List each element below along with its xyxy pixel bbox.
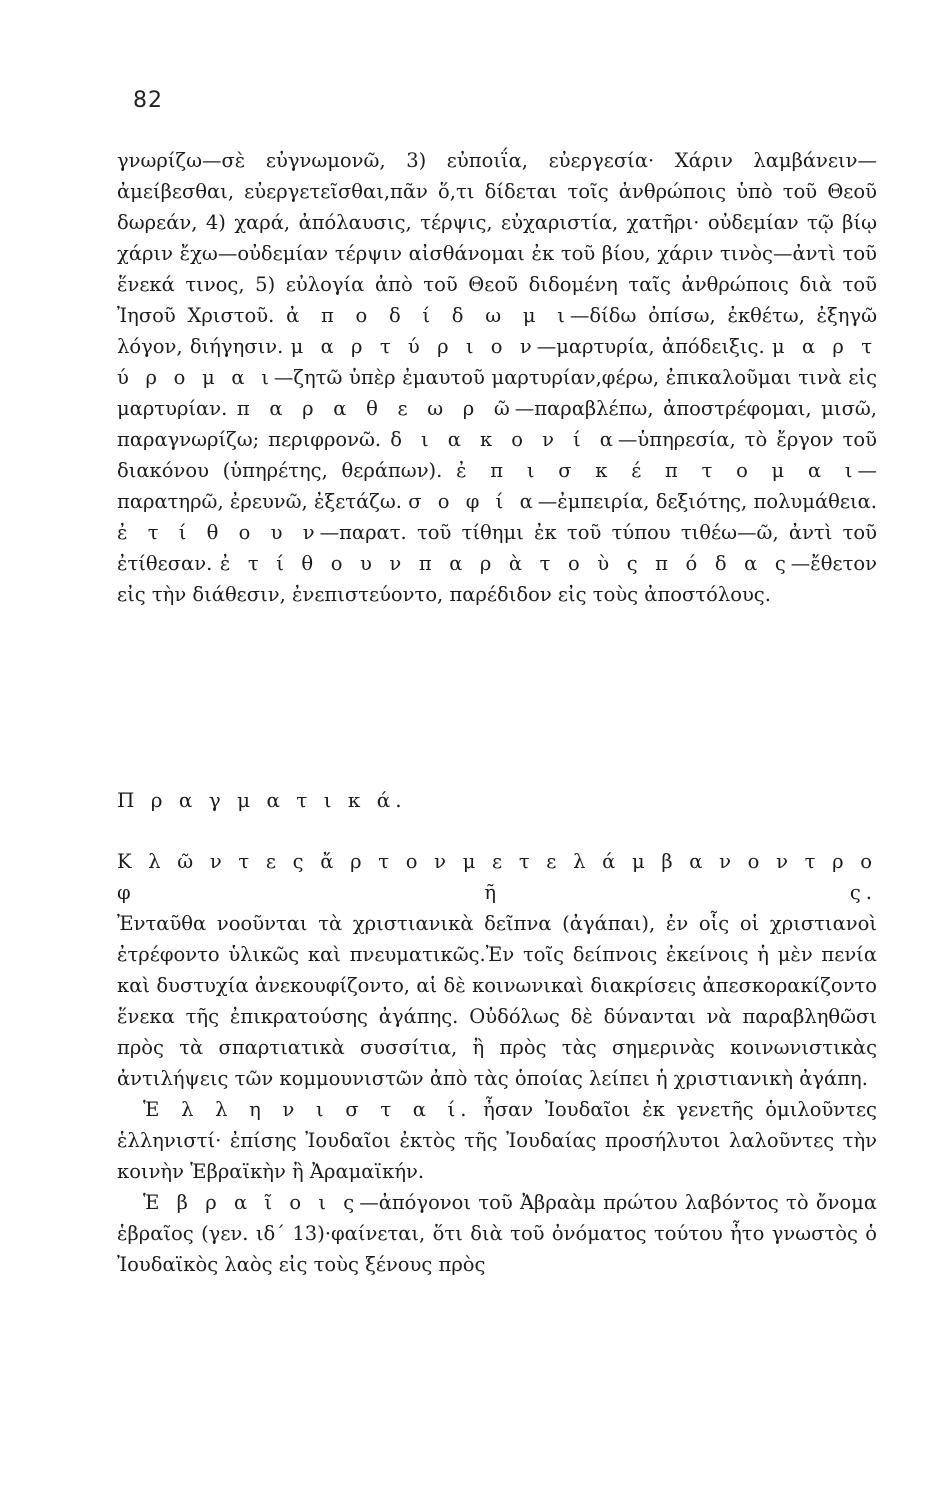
realia-body: —ἀπόγονοι τοῦ Ἀβραὰμ πρώτου λαβόντος τὸ ὄνομα ἑβραῖος (γεν. ιδ΄ 13)·φαίνεται, ὅτι διὰ τοῦ ὀνόματος τούτου ἦτο γνωστὸς ὁ Ἰουδαϊκὸς λαὸς εἰς τοὺς ξένους πρὸς [117, 1191, 878, 1276]
realia-body: ἦσαν Ἰουδαῖοι ἐκ γενετῆς ὁμιλοῦντες ἑλληνιστί· ἐπίσης Ἰουδαῖοι ἐκτὸς τῆς Ἰουδαίας προσήλυτοι λαλοῦντες τὴν κοινὴν Ἑβραϊκὴν ἢ Ἀραμαϊκήν. [117, 1098, 877, 1183]
glossary-term: δ ι α κ ο ν ί α [390, 428, 618, 451]
glossary-term: σ ο φ ί α [408, 490, 538, 513]
glossary-definition: —ζητῶ ὑπὲρ ἐμαυτοῦ μαρτυρίαν,φέρω, ἐπικαλοῦμαι τινὰ εἰς μαρτυρίαν. [117, 366, 877, 420]
glossary-term: ἐ τ ί θ ο υ ν [117, 521, 320, 544]
realia-body: Ἐνταῦθα νοοῦνται τὰ χριστιανικὰ δεῖπνα (ἀγάπαι), ἐν οἷς οἱ χριστιανοὶ ἐτρέφοντο ὑλικῶς καὶ πνευματικῶς.Ἐν τοῖς δείπνοις ἐκείνοις ἡ μὲν πενία καὶ δυστυχία ἀνεκουφίζοντο, αἱ δὲ κοινωνικαὶ διακρίσεις ἀπεσκορακίζοντο ἕνεκα τῆς ἐπικρατούσης ἀγάπης. Οὐδόλως δὲ δύνανται νὰ παραβληθῶσι πρὸς τὰ σπαρτιατικὰ συσσίτια, ἢ πρὸς τὰς σημερινὰς κοινωνιστικὰς ἀντιλήψεις τῶν κομμουνιστῶν ἀπὸ τὰς ὁποίας λείπει ἡ χριστιανικὴ ἀγάπη. [117, 912, 877, 1090]
glossary-definition: —ὑπηρεσία, τὸ ἔργον τοῦ διακόνου (ὑπηρέτης, θεράπων). [117, 428, 877, 482]
realia-term: Ἑ β ρ α ῖ ο ι ς [143, 1191, 360, 1214]
realia-section [117, 846, 877, 1280]
glossary-definition: —παρατ. τοῦ τίθημι ἐκ τοῦ τύπου τιθέω—ῶ, ἀντὶ τοῦ ἐτίθεσαν. [117, 521, 877, 575]
glossary-term: ἐ π ι σ κ έ π τ ο μ α ι [456, 459, 858, 482]
realia-entry [117, 1187, 877, 1280]
glossary-entry [408, 490, 877, 513]
realia-term: Ἑ λ λ η ν ι σ τ α ί. [143, 1098, 472, 1121]
glossary-definition: —μαρτυρία, ἀπόδειξις. [536, 335, 765, 358]
realia-term: Κ λ ῶ ν τ ε ς ἄ ρ τ ο ν μ ε τ ε λ ά μ β α ν ο ν τ ρ ο φ ῆ ς. [117, 850, 877, 904]
glossary-definition: —ἔθετον εἰς τὴν διάθεσιν, ἐνεπιστεύοντο, παρέδιδον εἰς τοὺς ἀποστόλους. [117, 552, 877, 606]
glossary-definition: —δίδω ὀπίσω, ἐκθέτω, ἐξηγῶ λόγον, διήγησιν. [117, 304, 877, 358]
glossary-entry [291, 335, 765, 358]
realia-entry [117, 846, 877, 1094]
glossary-term: ἀ π ο δ ί δ ω μ ι [286, 304, 570, 327]
glossary-definition: —ἐμπειρία, δεξιότης, πολυμάθεια. [537, 490, 877, 513]
glossary-term: μ α ρ τ ύ ρ ο μ α ι [117, 335, 877, 389]
glossary-term: ἐ τ ί θ ο υ ν π α ρ ὰ τ ο ὺ ς π ό δ α ς [219, 552, 791, 575]
glossary-section [117, 145, 877, 610]
glossary-term: μ α ρ τ ύ ρ ι ο ν [290, 335, 537, 358]
glossary-definition: —παραβλέπω, ἀποστρέφομαι, μισῶ, παραγνωρίζω; περιφρονῶ. [117, 397, 877, 451]
glossary-term: π α ρ α θ ε ω ρ ῶ [236, 397, 515, 420]
page-number: 82 [133, 88, 163, 113]
realia-entry [117, 1094, 877, 1187]
glossary-definition: —παρατηρῶ, ἐρευνῶ, ἐξετάζω. [117, 459, 878, 513]
glossary-entry [117, 552, 877, 606]
intro-paragraph: γνωρίζω—σὲ εὐγνωμονῶ, 3) εὐποιΐα, εὐεργεσία· Χάριν λαμβάνειν—ἀμείβεσθαι, εὐεργετεῖσθαι,πᾶν ὅ,τι δίδεται τοῖς ἀνθρώποις ὑπὸ τοῦ Θεοῦ δωρεάν, 4) χαρά, ἀπόλαυσις, τέρψις, εὐχαριστία, χατῆρι· οὐδεμίαν τῷ βίῳ χάριν ἔχω—οὐδεμίαν τέρψιν αἰσθάνομαι ἐκ τοῦ βίου, χάριν τινὸς—ἀντὶ τοῦ ἕνεκά τινος, 5) εὐλογία ἀπὸ τοῦ Θεοῦ διδομένη ταῖς ἀνθρώποις διὰ τοῦ Ἰησοῦ Χριστοῦ. [117, 149, 877, 327]
section-heading: Π ρ α γ μ α τ ι κ ά. [117, 788, 407, 812]
